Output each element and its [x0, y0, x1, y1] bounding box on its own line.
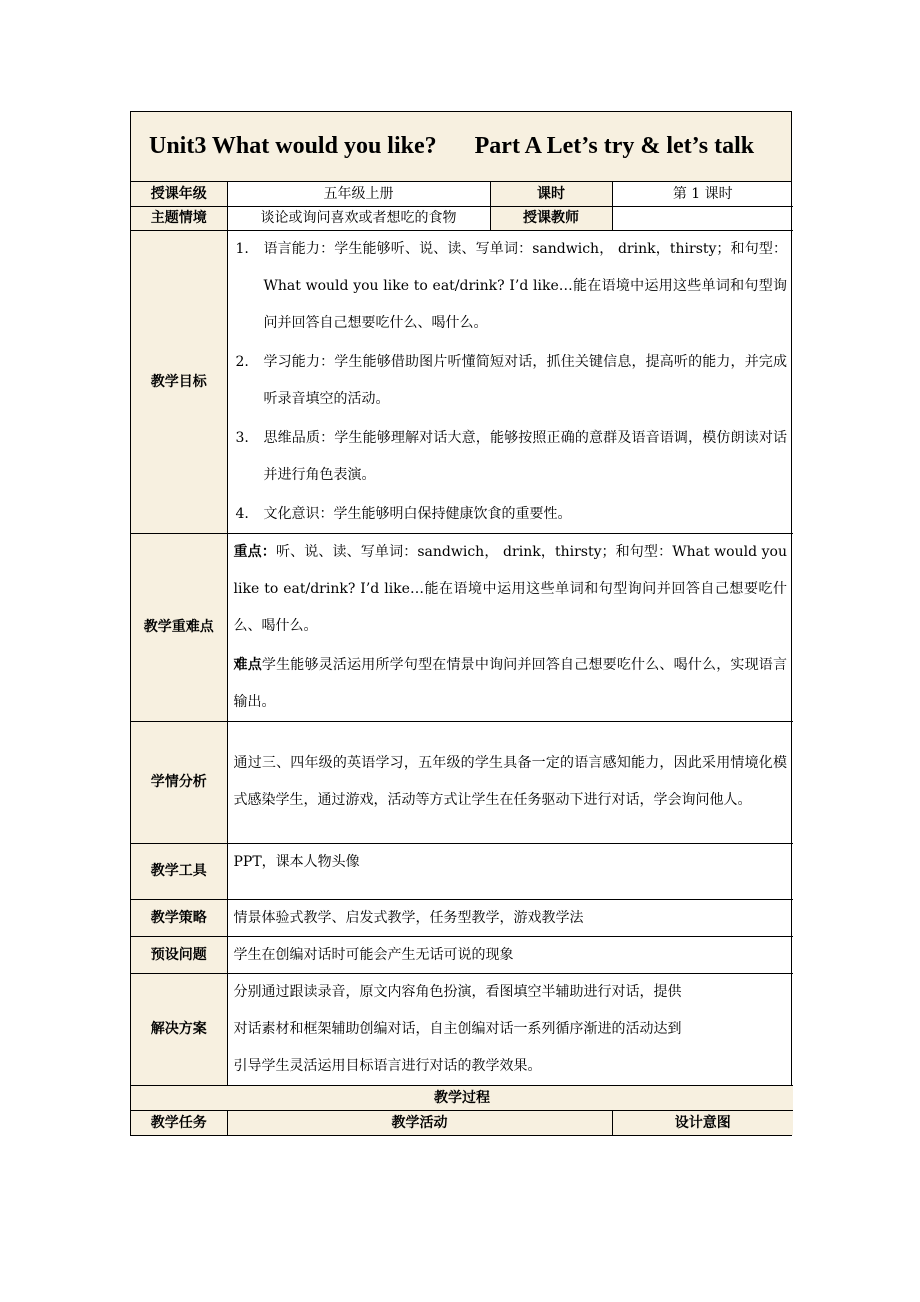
difficult-point: 难点学生能够灵活运用所学句型在情景中询问并回答自己想要吃什么、喝什么，实现语言输出。: [233, 656, 788, 710]
process-header: 教学过程: [131, 1085, 793, 1110]
teacher-value: [612, 206, 793, 230]
solution-line: 分别通过跟读录音，原文内容角色扮演，看图填空半辅助进行对话，提供: [233, 983, 682, 1000]
part-title: Part A Let’s try & let’s talk: [474, 133, 755, 159]
period-value: 第 1 课时: [612, 182, 793, 206]
unit-title: Unit3 What would you like?: [149, 133, 437, 159]
theme-value: 谈论或询问喜欢或者想吃的食物: [227, 206, 490, 230]
process-col-activity: 教学活动: [227, 1110, 612, 1135]
key-points-content: [227, 533, 793, 721]
solution-line: 对话素材和框架辅助创编对话，自主创编对话一系列循序渐进的活动达到: [233, 1020, 682, 1037]
tools-content: PPT，课本人物头像: [227, 843, 793, 899]
objectives-label: 教学目标: [131, 230, 227, 533]
process-col-task: 教学任务: [131, 1110, 227, 1135]
strategy-label: 教学策略: [131, 899, 227, 936]
grade-value: 五年级上册: [227, 182, 490, 206]
process-col-intent: 设计意图: [612, 1110, 793, 1135]
solution-label: 解决方案: [131, 973, 227, 1085]
objective-item: 4. 文化意识：学生能够明白保持健康饮食的重要性。: [235, 505, 572, 522]
lesson-plan-table: [130, 111, 792, 1136]
theme-label: 主题情境: [131, 206, 227, 230]
solution-content: [227, 973, 793, 1085]
key-points-label: 教学重难点: [131, 533, 227, 721]
key-point: 重点：听、说、读、写单词：sandwich， drink，thirsty；和句型：What would you like to eat/drink? I’d like…能在语境中运用这些单词和句型询问并回答自己想要吃什么、喝什么。: [233, 543, 788, 634]
objective-item: 3. 思维品质：学生能够理解对话大意，能够按照正确的意群及语音语调，模仿朗读对话并进行角色表演。: [235, 429, 787, 483]
analysis-label: 学情分析: [131, 721, 227, 843]
objective-item: 1. 语言能力：学生能够听、说、读、写单词：sandwich， drink，thirsty；和句型：What would you like to eat/drink? I’d like…能在语境中运用这些单词和句型询问并回答自己想要吃什么、喝什么。: [235, 240, 787, 331]
lesson-title: [131, 112, 791, 182]
teacher-label: 授课教师: [490, 206, 612, 230]
grade-label: 授课年级: [131, 182, 227, 206]
analysis-content: 通过三、四年级的英语学习，五年级的学生具备一定的语言感知能力，因此采用情境化模式感染学生，通过游戏，活动等方式让学生在任务驱动下进行对话，学会询问他人。: [227, 721, 793, 843]
info-table: [131, 182, 793, 1135]
strategy-content: 情景体验式教学、启发式教学，任务型教学，游戏教学法: [227, 899, 793, 936]
objectives-content: [227, 230, 793, 533]
solution-line: 引导学生灵活运用目标语言进行对话的教学效果。: [233, 1057, 542, 1074]
objective-item: 2. 学习能力：学生能够借助图片听懂简短对话，抓住关键信息，提高听的能力，并完成听录音填空的活动。: [235, 353, 787, 407]
problems-label: 预设问题: [131, 936, 227, 973]
period-label: 课时: [490, 182, 612, 206]
tools-label: 教学工具: [131, 843, 227, 899]
problems-content: 学生在创编对话时可能会产生无话可说的现象: [227, 936, 793, 973]
